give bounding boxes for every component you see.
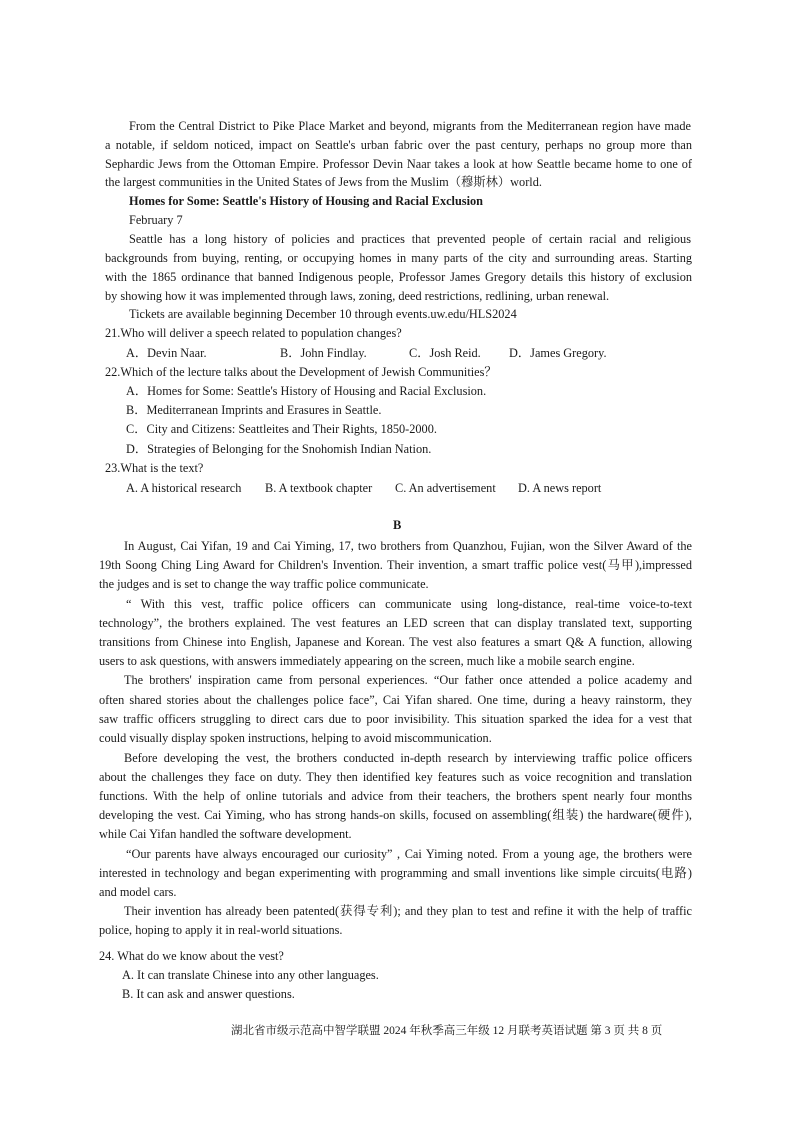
question-22-option-d: D．Strategies of Belonging for the Snohomish Indian Nation.	[126, 442, 432, 456]
question-22-option-b: B．Mediterranean Imprints and Erasures in Seattle.	[126, 403, 382, 417]
tickets-info: Tickets are available beginning December 10 through events.uw.edu/HLS2024	[129, 307, 517, 321]
question-23-option-b: B. A textbook chapter	[265, 481, 373, 495]
passage-b-line: Their invention has already been patented(获得专利); and they plan to test and refine it with the help of traffic	[124, 904, 692, 918]
passage-b-line: The brothers' inspiration came from personal experiences. “Our father once attended a police academy and	[124, 673, 692, 687]
question-23-option-d: D. A news report	[518, 481, 602, 495]
passage-b-line: Before developing the vest, the brothers conducted in-depth research by interviewing traffic police officers	[124, 751, 692, 765]
passage-a-intro-line: From the Central District to Pike Place Market and beyond, migrants from the Mediterranean region have made	[129, 119, 691, 133]
question-21-option-a: A．Devin Naar.	[126, 346, 207, 360]
passage-b-line: the judges and is set to change the way traffic police communicate.	[99, 577, 429, 591]
passage-a-intro-line: the largest communities in the United States of Jews from the Muslim（穆斯林）world.	[105, 175, 542, 189]
passage-a-intro-line: Sephardic Jews from the Ottoman Empire. Professor Devin Naar takes a look at how Seattle became home to one of	[105, 157, 692, 171]
question-21-option-b: B．John Findlay.	[280, 346, 367, 360]
passage-b-line: while Cai Yifan handled the software development.	[99, 827, 352, 841]
passage-b-line: saw traffic officers struggling to direct cars due to poor invisibility. This situation sparked the idea for a vest that	[99, 712, 692, 726]
passage-b-line: 19th Soong Ching Ling Award for Children's Invention. Their invention, a smart traffic police vest(马甲),impressed	[99, 558, 692, 572]
passage-b-line: technology”, the brothers explained. The vest features an LED screen that can display translated text, supporting	[99, 616, 692, 630]
passage-b-line: interested in technology and began experimenting with programming and small inventions like simple circuits(电路)	[99, 866, 692, 880]
passage-b-line: “ With this vest, traffic police officers can communicate using long-distance, real-time voice-to-text	[126, 597, 692, 611]
lecture-date: February 7	[129, 213, 183, 227]
question-24-option-b: B. It can ask and answer questions.	[122, 987, 295, 1001]
passage-b-line: police, hoping to apply it in real-world situations.	[99, 923, 343, 937]
passage-b-line: and model cars.	[99, 885, 177, 899]
question-23-option-c: C. An advertisement	[395, 481, 496, 495]
question-22-option-a: A．Homes for Some: Seattle's History of Housing and Racial Exclusion.	[126, 384, 487, 398]
passage-b-line: users to ask questions, with answers immediately appearing on the screen, much like a mobile search engine.	[99, 654, 635, 668]
passage-b-line: developing the vest. Cai Yiming, who has strong hands-on skills, focused on assembling(组装) the hardware(硬件),	[99, 808, 692, 822]
passage-b-line: “Our parents have always encouraged our curiosity” , Cai Yiming noted. From a young age, the brothers were	[126, 847, 692, 861]
lecture-body-line: with the 1865 ordinance that banned Indigenous people, Professor James Gregory details this history of exclusion	[105, 270, 692, 284]
passage-b-line: about the challenges they face on duty. They then identified key features such as voice recognition and translation	[99, 770, 692, 784]
passage-b-line: transitions from Chinese into English, Japanese and Korean. The vest also features a smart Q& A function, allowing	[99, 635, 692, 649]
page-footer: 湖北省市级示范高中智学联盟 2024 年秋季高三年级 12 月联考英语试题 第 3 页 共 8 页	[231, 1025, 663, 1037]
question-22-option-c: C．City and Citizens: Seattleites and Their Rights, 1850-2000.	[126, 422, 437, 436]
lecture-title: Homes for Some: Seattle's History of Housing and Racial Exclusion	[129, 194, 483, 208]
question-21-stem: 21.Who will deliver a speech related to population changes?	[105, 326, 402, 340]
passage-b-line: often shared stories about the challenges police face”, Cai Yifan shared. One time, during a heavy rainstorm, they	[99, 693, 692, 707]
question-24-stem: 24. What do we know about the vest?	[99, 949, 284, 963]
lecture-body-line: backgrounds from buying, renting, or occupying homes in many parts of the city and surrounding areas. Starting	[105, 251, 692, 265]
question-21-option-c: C．Josh Reid.	[409, 346, 481, 360]
section-b-label: B	[393, 518, 402, 532]
question-21-option-d: D．James Gregory.	[509, 346, 607, 360]
lecture-body-line: by showing how it was implemented through laws, zoning, deed restrictions, redlining, urban renewal.	[105, 289, 610, 303]
lecture-body-line: Seattle has a long history of policies and practices that prevented people of certain racial and religious	[129, 232, 691, 246]
question-22-stem: 22.Which of the lecture talks about the Development of Jewish Communities？	[105, 365, 497, 379]
question-24-option-a: A. It can translate Chinese into any other languages.	[122, 968, 379, 982]
passage-b-line: functions. With the help of online tutorials and advice from their teachers, the brothers spent nearly four months	[99, 789, 692, 803]
passage-b-line: In August, Cai Yifan, 19 and Cai Yiming, 17, two brothers from Quanzhou, Fujian, won the Silver Award of the	[124, 539, 692, 553]
passage-a-intro-line: a notable, if seldom noticed, impact on Seattle's urban fabric over the past century, perhaps no group more than	[105, 138, 692, 152]
question-23-option-a: A. A historical research	[126, 481, 242, 495]
question-23-stem: 23.What is the text?	[105, 461, 204, 475]
passage-b-line: could visually display spoken instructions, helping to avoid miscommunication.	[99, 731, 492, 745]
